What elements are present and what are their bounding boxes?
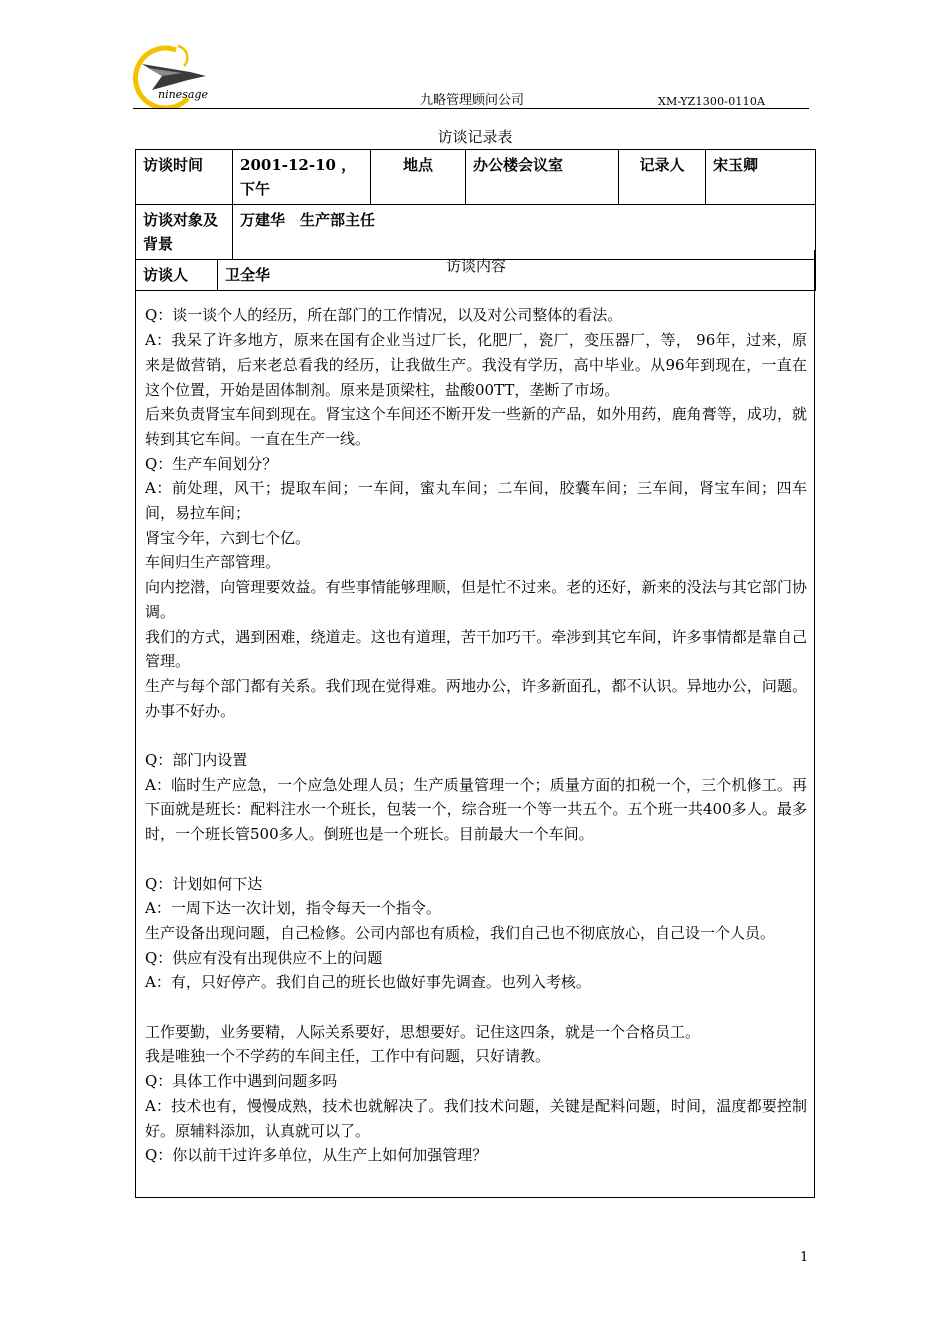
content-paragraph: A：有，只好停产。我们自己的班长也做好事先调查。也列入考核。 bbox=[145, 973, 591, 992]
content-paragraph: Q：部门内设置 bbox=[145, 751, 248, 770]
page-number: 1 bbox=[800, 1250, 809, 1265]
content-paragraph: 我是唯独一个不学药的车间主任，工作中有问题，只好请教。 bbox=[145, 1047, 551, 1066]
form-title: 访谈记录表 bbox=[437, 128, 513, 146]
document-code: XM-YZ1300-0110A bbox=[658, 95, 766, 108]
content-paragraph: A：临时生产应急，一个应急处理人员；生产质量管理一个；质量方面的扣税一个，三个机修工。再下面就是班长：配料注水一个班长，包装一个，综合班一个等一共五个。五个班一共400多人。最多时，一个班长管500多人。倒班也是一个班长。目前最大一个车间。 bbox=[145, 775, 807, 844]
content-paragraph: 车间归生产部管理。 bbox=[145, 553, 281, 572]
content-paragraph: Q：供应有没有出现供应不上的问题 bbox=[145, 948, 383, 967]
interviewer-value: 卫全华 bbox=[218, 260, 816, 291]
subject-label: 访谈对象及背景 bbox=[136, 205, 233, 260]
header-rule bbox=[133, 108, 809, 109]
time-row bbox=[136, 150, 816, 205]
interview-content bbox=[135, 250, 815, 1198]
content-paragraph: Q：你以前干过许多单位，从生产上如何加强管理？ bbox=[145, 1146, 488, 1165]
content-paragraph: A：前处理，风干；提取车间；一车间，蜜丸车间；二车间，胶囊车间；三车间，肾宝车间；四车间，易拉车间； bbox=[145, 479, 807, 523]
content-paragraph: 生产与每个部门都有关系。我们现在觉得难。两地办公，许多新面孔，都不认识。异地办公，问题。办事不好办。 bbox=[145, 676, 807, 720]
place-value: 办公楼会议室 bbox=[466, 150, 619, 205]
content-paragraph: Q：计划如何下达 bbox=[145, 874, 263, 893]
content-paragraph: 肾宝今年，六到七个亿。 bbox=[145, 528, 311, 547]
ninesage-logo bbox=[128, 42, 228, 108]
content-paragraph: 我们的方式，遇到困难，绕道走。这也有道理，苦干加巧干。牵涉到其它车间，许多事情都是靠自己管理。 bbox=[145, 627, 807, 671]
content-paragraph: A：一周下达一次计划，指令每天一个指令。 bbox=[145, 899, 441, 918]
content-paragraph: Q：生产车间划分？ bbox=[145, 454, 278, 473]
recorder-value: 宋玉卿 bbox=[706, 150, 816, 205]
content-paragraph: 生产设备出现问题，自己检修。公司内部也有质检，我们自己也不彻底放心，自己设一个人员。 bbox=[145, 923, 776, 942]
content-paragraph: Q：具体工作中遇到问题多吗 bbox=[145, 1072, 338, 1091]
recorder-label: 记录人 bbox=[619, 150, 706, 205]
content-paragraph: Q：谈一谈个人的经历，所在部门的工作情况，以及对公司整体的看法。 bbox=[145, 306, 623, 325]
content-paragraph: A：我呆了许多地方，原来在国有企业当过厂长，化肥厂，瓷厂，变压器厂，等， 96年，过来，原来是做营销，后来老总看我的经历，让我做生产。我没有学历，高中毕业。从96年到现在，一直在这个位置，开始是固体制剂。原来是顶梁柱，盐酸00TT，垄断了市场。 bbox=[145, 331, 807, 399]
content-paragraph: 工作要勤，业务要精，人际关系要好，思想要好。记住这四条，就是一个合格员工。 bbox=[145, 1022, 701, 1041]
time-label: 访谈时间 bbox=[136, 150, 233, 205]
logo-text: ninesage bbox=[158, 88, 208, 101]
content-paragraph: 后来负责肾宝车间到现在。肾宝这个车间还不断开发一些新的产品，如外用药，鹿角膏等，成功，就转到其它车间。一直在生产一线。 bbox=[145, 405, 807, 448]
interviewer-label: 访谈人 bbox=[136, 260, 218, 291]
content-heading: 访谈内容 bbox=[445, 257, 506, 275]
place-label: 地点 bbox=[371, 150, 466, 205]
content-paragraph: 向内挖潜，向管理要效益。有些事情能够理顺，但是忙不过来。老的还好，新来的没法与其它部门协调。 bbox=[145, 578, 807, 621]
content-paragraph: A：技术也有，慢慢成熟，技术也就解决了。我们技术问题，关键是配料问题，时间，温度都要控制好。原辅料添加，认真就可以了。 bbox=[145, 1096, 807, 1140]
subject-value: 万建华 生产部主任 bbox=[233, 205, 816, 260]
time-value: 2001-12-10 ， 下午 bbox=[233, 150, 371, 205]
company-name: 九略管理顾问公司 bbox=[420, 93, 525, 108]
